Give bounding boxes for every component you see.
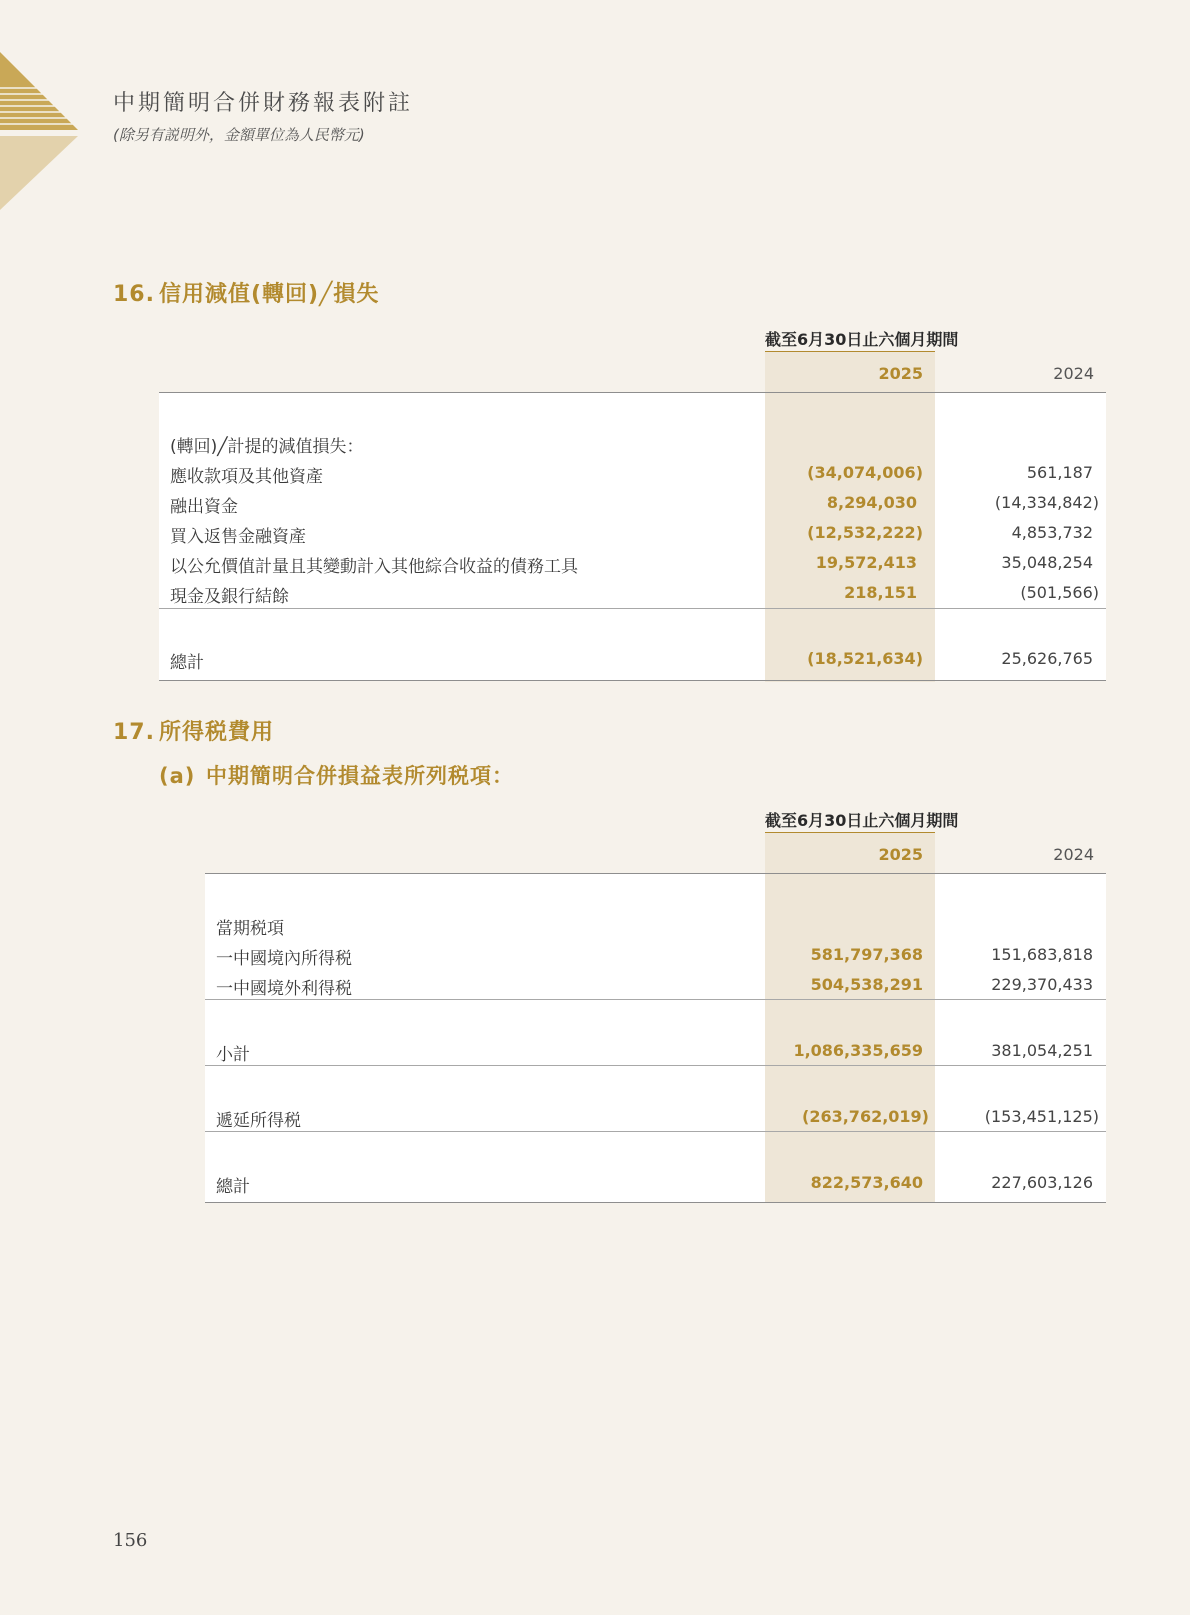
value-2025: 19,572,413 xyxy=(815,553,917,572)
table-row xyxy=(216,944,1100,974)
table-bottom-rule xyxy=(159,680,1106,681)
year-2025-header: 2025 xyxy=(878,364,923,383)
row-label: 應收款項及其他資產 xyxy=(170,467,323,487)
row-label: 以公允價值計量且其變動計入其他綜合收益的債務工具 xyxy=(170,557,578,577)
page-header-title: 中期簡明合併財務報表附註 xyxy=(113,91,414,116)
total-2025: 822,573,640 xyxy=(810,1173,923,1192)
total-label: 總計 xyxy=(216,1177,250,1197)
page-number: 156 xyxy=(113,1530,148,1551)
table-row xyxy=(170,552,1100,582)
total-row xyxy=(216,1172,1100,1202)
total-label: 總計 xyxy=(170,653,204,673)
value-2025: 581,797,368 xyxy=(810,945,923,964)
section-17-title: 所得税費用 xyxy=(159,720,275,745)
subtotal-label: 小計 xyxy=(216,1045,250,1065)
total-row xyxy=(170,648,1100,678)
year-2025-header: 2025 xyxy=(878,845,923,864)
table-row xyxy=(170,492,1100,522)
row-label: 買入返售金融資產 xyxy=(170,527,306,547)
year-2024-header: 2024 xyxy=(1053,845,1094,864)
row-label: 一中國境內所得税 xyxy=(216,949,352,969)
table-row xyxy=(170,462,1100,492)
row-label: 融出資金 xyxy=(170,497,238,517)
group-label: 當期税項 xyxy=(216,919,284,939)
table-row xyxy=(170,522,1100,552)
current-year-column-shade xyxy=(765,833,935,1203)
value-2025: (34,074,006) xyxy=(807,463,923,482)
value-2024: 151,683,818 xyxy=(991,945,1093,964)
section-17-heading xyxy=(113,715,274,746)
period-label: 截至6月30日止六個月期間 xyxy=(765,330,959,349)
total-2025: (18,521,634) xyxy=(807,649,923,668)
group-label-row xyxy=(170,432,1100,462)
group-label: (轉回)╱計提的減值損失： xyxy=(170,437,364,457)
section-16-title: 信用減值(轉回)╱損失 xyxy=(159,282,380,307)
section-17a-heading xyxy=(159,760,514,790)
corner-decoration-icon xyxy=(0,0,80,220)
subtotal-2025: 1,086,335,659 xyxy=(793,1041,923,1060)
total-2024: 227,603,126 xyxy=(991,1173,1093,1192)
value-2025: 8,294,030 xyxy=(826,493,917,512)
page-header-subtitle: (除另有説明外，金額單位為人民幣元) xyxy=(113,126,365,144)
total-2024: 25,626,765 xyxy=(1001,649,1093,668)
value-2025: 504,538,291 xyxy=(810,975,923,994)
deferred-label: 遞延所得税 xyxy=(216,1111,301,1131)
value-2024: 229,370,433 xyxy=(991,975,1093,994)
period-label: 截至6月30日止六個月期間 xyxy=(765,811,959,830)
value-2024: 561,187 xyxy=(1026,463,1093,482)
value-2024: 35,048,254 xyxy=(1001,553,1093,572)
deferred-2024: (153,451,125) xyxy=(984,1107,1099,1126)
section-17a-letter: (a) xyxy=(159,764,196,788)
section-16-number: 16. xyxy=(113,282,155,307)
row-label: 現金及銀行結餘 xyxy=(170,587,289,607)
group-label-row xyxy=(216,914,1100,944)
subtotal-2024: 381,054,251 xyxy=(991,1041,1093,1060)
value-2025: (12,532,222) xyxy=(807,523,923,542)
section-17-number: 17. xyxy=(113,720,155,745)
row-label: 一中國境外利得税 xyxy=(216,979,352,999)
value-2024: (501,566) xyxy=(1020,583,1099,602)
section-17a-title: 中期簡明合併損益表所列税項： xyxy=(206,764,514,788)
value-2025: 218,151 xyxy=(844,583,917,602)
year-2024-header: 2024 xyxy=(1053,364,1094,383)
value-2024: 4,853,732 xyxy=(1011,523,1093,542)
section-16-heading xyxy=(113,277,379,308)
table-bottom-rule xyxy=(205,1202,1106,1203)
value-2024: (14,334,842) xyxy=(994,493,1099,512)
deferred-2025: (263,762,019) xyxy=(802,1107,929,1126)
